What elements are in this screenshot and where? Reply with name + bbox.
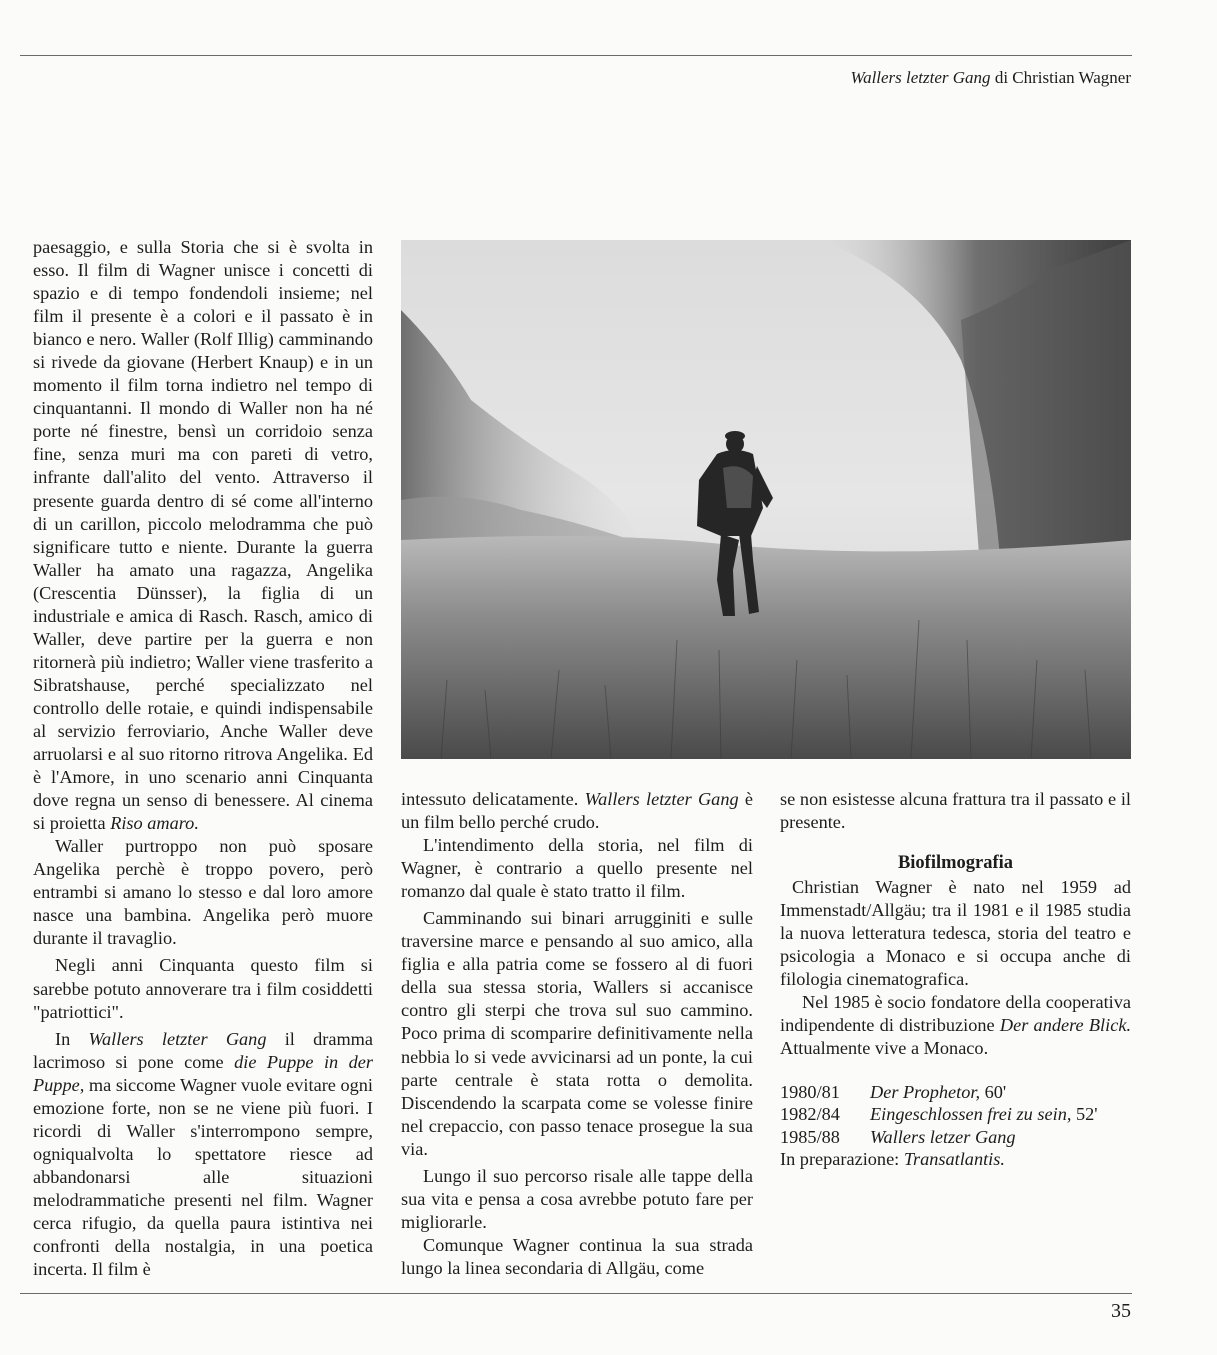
paragraph [33,236,373,835]
preparation-title: Transatlantis. [903,1149,1005,1170]
top-rule [20,55,1132,56]
film-year: 1980/81 [780,1081,840,1102]
paragraph-italic: die Puppe in der Puppe, [33,1051,373,1095]
paragraph-text: In [55,1028,71,1049]
paragraph [401,788,753,834]
paragraph: Comunque Wagner continua la sua strada lungo la linea secondaria di Allgäu, come [401,1234,753,1278]
film-title-italic: Der Prophetor, [870,1081,981,1102]
paragraph-italic: Riso amaro. [110,813,199,834]
running-header [850,66,1131,90]
film-title-italic: Wallers letzer Gang [870,1126,1016,1147]
paragraph-text: Nel 1985 è socio fondatore della cooperativa indipendente di distribuzione [780,992,1131,1036]
paragraph: Camminando sui binari arrugginiti e sulle traversine marce e pensando al suo amico, alla figlia e alla patria come se fossero al di fuori della sua stessa storia, Wallers si accanisce contro gli sterpi che trova sul suo cammino. Poco prima di scomparire definitivamente nella nebbia lo si vede avvicinarsi ad un ponte, la cui parte centrale è stata rotta o demolita. Discendendo la scarpata come se volesse finire nel crepaccio, con passo tenace prosegue la sua via. [401,908,753,1159]
paragraph: Negli anni Cinquanta questo film si sarebbe potuto annoverare tra i film cosiddetti "patriottici". [33,955,373,1022]
paragraph-text: ma siccome Wagner vuole evitare ogni emozione forte, non se ne viene più fuori. I ricordi di Waller s'interrompono sempre, ogniqualvolta lo spettatore riesce ad abbandonarsi alle situazioni melodrammatiche presenti nel film. Wagner cerca rifugio, da quella paura istintiva nei confronti della nostalgia, in una poetica incerta. Il film è [33,1074,374,1280]
film-still-photograph [401,240,1131,759]
film-year: 1982/84 [780,1104,840,1125]
paragraph [780,991,1131,1060]
film-title-italic: Eingeschlossen frei zu sein, [870,1104,1072,1125]
paragraph: Lungo il suo percorso risale alle tappe della sua vita e pensa a cosa avrebbe potuto fare per migliorarle. [401,1165,753,1232]
paragraph [33,1028,373,1282]
text-column-2 [401,788,753,1280]
paragraph-italic: Der andere Blick. [999,1015,1132,1036]
film-title [870,1126,1016,1149]
paragraph-italic: Wallers letzter Gang [584,789,739,809]
biofilmografia-heading: Biofilmografia [897,853,1014,874]
paragraph: se non esistesse alcuna frattura tra il passato e il presente. [780,789,1131,833]
film-year: 1985/88 [780,1126,840,1147]
film-title [870,1081,1006,1104]
text-column-1 [33,236,373,1281]
paragraph-text: intessuto delicatamente. [401,789,579,809]
film-duration: 60' [984,1081,1007,1102]
paragraph-text: il dramma lacrimoso si pone come [33,1028,374,1072]
text-column-3 [780,788,1131,1171]
paragraph: Waller purtroppo non può sposare Angelika perchè è troppo povero, però entrambi si amano lo stesso e dal loro amore nasce una bambina. Angelika però muore durante il travaglio. [33,836,373,949]
bottom-rule [20,1293,1132,1294]
header-title-italic: Wallers letzter Gang [850,68,991,87]
paragraph: L'intendimento della storia, nel film di Wagner, è contrario a quello presente nel romanzo dal quale è stato tratto il film. [401,835,753,902]
photograph-man-walking-in-fog-icon [401,240,1131,759]
filmography-row [780,1126,1131,1149]
filmography-list [780,1081,1131,1171]
filmography-row [780,1103,1131,1126]
film-duration: 52' [1075,1104,1098,1125]
paragraph-text: paesaggio, e sulla Storia che si è svolta in esso. Il film di Wagner unisce i concetti di spazio e di tempo fondendoli insieme; nel film il presente è a colori e il passato è in bianco e nero. Waller (Rolf Illig) camminando si rivede da giovane (Herbert Knaup) e in un momento il film torna indietro nel tempo di cinquantanni. Il mondo di Waller non ha né porte né finestre, bensì un corridoio senza fine, senza muri ma con pareti di vetro, infrante dall'alito del vento. Attraverso il presente guarda dentro di sé come all'interno di un carillon, piccolo melodramma che può significare tutto e niente. Durante la guerra Waller ha amato una ragazza, Angelika (Crescentia Dünsser), la figlia di un industriale e amica di Rasch. Rasch, amico di Waller, deve partire per la guerra e non ritornerà più indietro; Waller viene trasferito a Sibratshause, perché specializzato nel controllo delle rotaie, e quindi indispensabile al servizio ferroviario, Anche Waller deve arruolarsi e al suo ritorno ritrova Angelika. Ed è l'Amore, in uno scenario anni Cinquanta dove regna un senso di benessere. Al cinema si proietta [33,237,373,834]
page-number: 35 [1111,1300,1131,1322]
paragraph-text: è un film bello perché crudo. [401,789,753,833]
header-title-rest: di Christian Wagner [994,68,1131,87]
filmography-row [780,1081,1131,1104]
film-title [870,1103,1098,1126]
paragraph: Christian Wagner è nato nel 1959 ad Immenstadt/Allgäu; tra il 1981 e il 1985 studia la nuova letteratura tedesca, storia del teatro e psicologia a Monaco e si occupa anche di filologia cinematografica. [780,877,1131,990]
preparation-label: In preparazione: [780,1149,900,1170]
paragraph-italic: Wallers letzter Gang [88,1028,267,1049]
paragraph-text: Attualmente vive a Monaco. [780,1038,989,1059]
preparation-row [780,1148,1131,1171]
